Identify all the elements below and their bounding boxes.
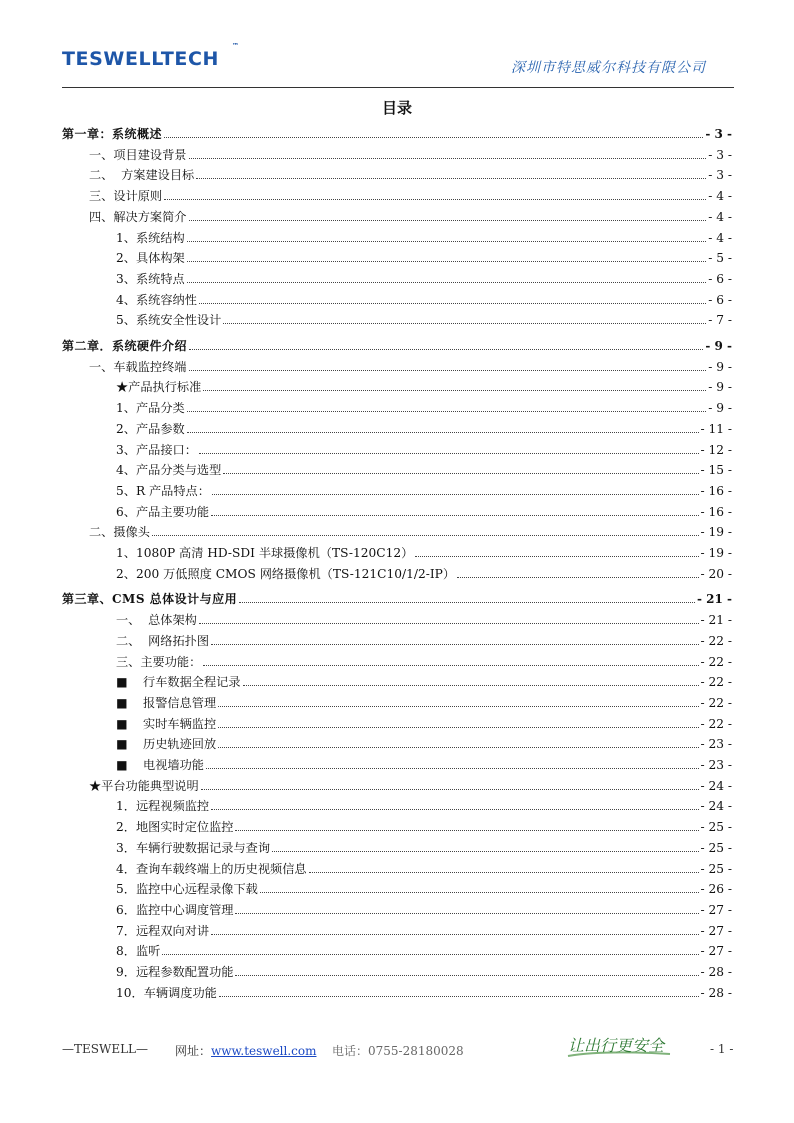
toc-entry[interactable] [62,290,732,308]
footer-website-label: 网址： [175,1044,212,1058]
toc-entry-label: 第一章：系统概述 [62,127,163,141]
toc-entry-label: 5、R 产品特点： [116,483,210,498]
toc-entry-page: - 21 - [700,613,732,628]
toc-entry-label: 第二章．系统硬件介绍 [62,339,188,353]
toc-entry-page: - 24 - [700,778,732,793]
toc-entry-label: 二、 网络拓扑图 [116,633,210,648]
toc-entry-page: - 22 - [700,716,732,731]
toc-entry-label: 三、设计原则 [89,189,163,204]
toc-entry-label: 1、产品分类 [116,401,185,416]
toc-entry[interactable] [62,481,732,499]
toc-entry[interactable] [62,377,732,395]
toc-entry-label: 7．远程双向对讲 [116,923,210,938]
toc-dot-leader [203,664,698,666]
toc-entry-label: 1、1080P 高清 HD-SDI 半球摄像机（TS-120C12） [116,546,414,560]
toc-entry-page: - 4 - [708,230,732,245]
toc-entry-page: - 9 - [708,380,732,395]
toc-entry-page: - 23 - [700,758,732,772]
toc-entry[interactable] [62,817,732,835]
toc-entry-label: 第三章、CMS 总体设计与应用 [62,592,238,607]
toc-entry-label: 四、解决方案简介 [89,209,187,224]
toc-entry-label: 10．车辆调度功能 [116,985,217,1000]
toc-dot-leader [187,410,707,412]
toc-dot-leader [457,576,698,578]
toc-entry[interactable] [62,714,732,732]
toc-entry-page: - 20 - [700,566,732,581]
toc-entry-page: - 7 - [708,313,732,328]
toc-entry-label: ■ 电视墙功能 [116,758,204,772]
toc-dot-leader [196,177,706,179]
toc-entry-label: 一、项目建设背景 [89,147,187,162]
header-divider [62,87,734,88]
toc-entry-label: 二、 方案建设目标 [89,168,195,183]
toc-entry[interactable] [62,228,732,246]
slogan-calligraphy-logo [564,1030,674,1062]
toc-entry[interactable] [62,941,732,959]
toc-entry-label: 8．监听 [116,944,161,959]
footer-brand: —TESWELL— [62,1042,149,1056]
toc-dot-leader [187,260,707,262]
toc-title: 目录 [381,99,412,117]
toc-entry[interactable] [62,838,732,856]
trademark-mark: ™ [232,42,239,50]
toc-dot-leader [235,912,698,914]
toc-entry-label: 3、产品接口： [116,442,197,457]
toc-dot-leader [199,622,699,624]
toc-dot-leader [415,555,698,557]
toc-entry-page: - 27 - [700,902,732,917]
toc-entry-page: - 6 - [708,292,732,307]
footer-phone: 电话：0755-28180028 [332,1044,464,1058]
toc-entry-label: 2、具体构架 [116,251,185,266]
toc-entry-page: - 15 - [700,463,732,478]
page-footer [62,1030,734,1070]
toc-entry-page: - 16 - [700,504,732,519]
toc-entry-page: - 4 - [708,189,732,204]
toc-entry[interactable] [62,879,732,897]
toc-dot-leader [239,601,695,603]
toc-entry[interactable] [62,398,732,416]
toc-entry-label: 三、主要功能： [116,654,202,669]
toc-entry-label: 1、系统结构 [116,230,185,245]
footer-website [175,1042,317,1059]
toc-entry-page: - 11 - [700,421,732,436]
toc-entry[interactable] [62,672,732,690]
toc-entry[interactable] [62,419,732,437]
toc-entry-page: - 4 - [708,209,732,224]
toc-entry[interactable] [62,652,732,670]
toc-entry-label: 一、车载监控终端 [89,359,187,374]
toc-entry-page: - 28 - [700,965,732,979]
toc-entry-page: - 23 - [700,737,732,752]
toc-dot-leader [211,933,698,935]
toc-entry-label: 5．监控中心远程录像下载 [116,882,258,897]
toc-dot-leader [218,726,698,728]
toc-entry[interactable] [62,900,732,918]
toc-dot-leader [199,302,706,304]
toc-dot-leader [152,534,699,536]
toc-entry-label: ■ 历史轨迹回放 [116,737,217,752]
toc-dot-leader [199,452,699,454]
toc-entry-page: - 25 - [700,840,732,855]
page-number: - 1 - [710,1042,734,1056]
toc-chapter-entry[interactable] [62,124,732,142]
toc-entry[interactable] [62,631,732,649]
toc-dot-leader [164,198,706,200]
toc-entry-label: 2．地图实时定位监控 [116,820,234,835]
toc-entry[interactable] [62,269,732,287]
toc-entry-page: - 3 - [708,168,732,183]
toc-entry[interactable] [62,564,732,582]
toc-entry-page: - 6 - [708,271,732,286]
slogan-text: 让出行更安全 [568,1036,665,1055]
toc-dot-leader [223,322,706,324]
toc-dot-leader [219,995,699,997]
toc-entry[interactable] [62,859,732,877]
toc-entry-label: ■ 实时车辆监控 [116,716,217,731]
toc-entry-page: - 25 - [700,861,732,876]
toc-dot-leader [218,705,698,707]
toc-entry-label: 二、摄像头 [89,525,150,540]
toc-entry[interactable] [62,145,732,163]
toc-entry-page: - 21 - [696,592,732,607]
toc-entry-page: - 9 - [705,339,732,353]
toc-entry-page: - 22 - [700,633,732,648]
toc-entry[interactable] [62,921,732,939]
toc-entry-label: ★平台功能典型说明 [89,778,199,793]
toc-entry-label: 5、系统安全性设计 [116,313,222,328]
toc-entry-page: - 26 - [700,882,732,897]
company-name: 深圳市特思威尔科技有限公司 [511,60,706,76]
toc-chapter-entry[interactable] [62,336,732,354]
toc-dot-leader [235,829,698,831]
footer-website-link[interactable]: www.teswell.com [211,1044,317,1058]
toc-entry[interactable] [62,357,732,375]
toc-entry[interactable] [62,543,732,561]
toc-dot-leader [211,643,698,645]
toc-entry-label: 3．车辆行驶数据记录与查询 [116,840,271,855]
toc-entry-page: - 12 - [700,442,732,457]
toc-entry-label: 一、 总体架构 [116,613,197,628]
toc-dot-leader [272,850,698,852]
toc-entry-label: ★产品执行标准 [116,380,202,395]
toc-entry[interactable] [62,502,732,520]
toc-entry[interactable] [62,460,732,478]
company-logo: TESWELLTECH [62,48,220,70]
toc-dot-leader [260,891,699,893]
toc-entry[interactable] [62,165,732,183]
toc-entry-page: - 24 - [700,799,732,814]
toc-entry-page: - 3 - [705,127,732,141]
toc-dot-leader [162,953,698,955]
toc-entry-page: - 22 - [700,675,732,690]
toc-entry-label: ■ 报警信息管理 [116,695,217,710]
toc-entry[interactable] [62,248,732,266]
toc-entry-label: 4、系统容纳性 [116,292,197,307]
toc-dot-leader [211,808,698,810]
toc-entry[interactable] [62,310,732,328]
toc-dot-leader [189,348,703,350]
toc-dot-leader [164,136,703,138]
toc-entry-label: 9．远程参数配置功能 [116,965,234,979]
toc-entry-label: 2、200 万低照度 CMOS 网络摄像机（TS-121C10/1/2-IP） [116,566,456,581]
toc-entry-page: - 19 - [700,546,732,560]
toc-entry[interactable] [62,440,732,458]
toc-entry-page: - 25 - [700,820,732,835]
toc-entry-page: - 16 - [700,483,732,498]
toc-entry[interactable] [62,983,732,1001]
toc-entry-label: ■ 行车数据全程记录 [116,675,241,690]
toc-dot-leader [187,431,699,433]
toc-entry[interactable] [62,962,732,980]
toc-entry-page: - 27 - [700,923,732,938]
toc-entry[interactable] [62,522,732,540]
toc-dot-leader [211,514,698,516]
toc-entry-label: 4、产品分类与选型 [116,463,222,478]
toc-dot-leader [189,369,707,371]
toc-entry-label: 6、产品主要功能 [116,504,210,519]
toc-entry-page: - 5 - [708,251,732,266]
toc-entry-label: 2、产品参数 [116,421,185,436]
toc-entry[interactable] [62,207,732,225]
toc-chapter-entry[interactable] [62,589,732,607]
toc-entry[interactable] [62,186,732,204]
toc-entry-page: - 9 - [708,359,732,374]
toc-entry-page: - 22 - [700,654,732,669]
toc-dot-leader [189,219,707,221]
toc-entry[interactable] [62,796,732,814]
toc-dot-leader [206,767,699,769]
toc-dot-leader [309,871,699,873]
toc-dot-leader [218,746,698,748]
toc-entry-page: - 27 - [700,944,732,959]
toc-entry-page: - 19 - [700,525,732,540]
toc-dot-leader [189,157,707,159]
toc-entry-page: - 22 - [700,695,732,710]
toc-entry[interactable] [62,734,732,752]
toc-dot-leader [223,472,698,474]
toc-dot-leader [243,684,699,686]
toc-entry[interactable] [62,693,732,711]
toc-entry-page: - 9 - [708,401,732,416]
toc-entry-label: 6．监控中心调度管理 [116,902,234,917]
toc-entry-page: - 28 - [700,985,732,1000]
toc-entry-label: 1．远程视频监控 [116,799,210,814]
toc-dot-leader [212,493,699,495]
toc-dot-leader [187,240,707,242]
toc-dot-leader [187,281,707,283]
toc-dot-leader [203,389,706,391]
toc-dot-leader [235,974,698,976]
toc-entry-label: 3、系统特点 [116,271,185,286]
page-header [62,40,734,90]
toc-entry[interactable] [62,610,732,628]
toc-entry[interactable] [62,776,732,794]
toc-dot-leader [201,788,699,790]
toc-entry-label: 4．查询车载终端上的历史视频信息 [116,861,307,876]
toc-entry-page: - 3 - [708,147,732,162]
toc-entry[interactable] [62,755,732,773]
